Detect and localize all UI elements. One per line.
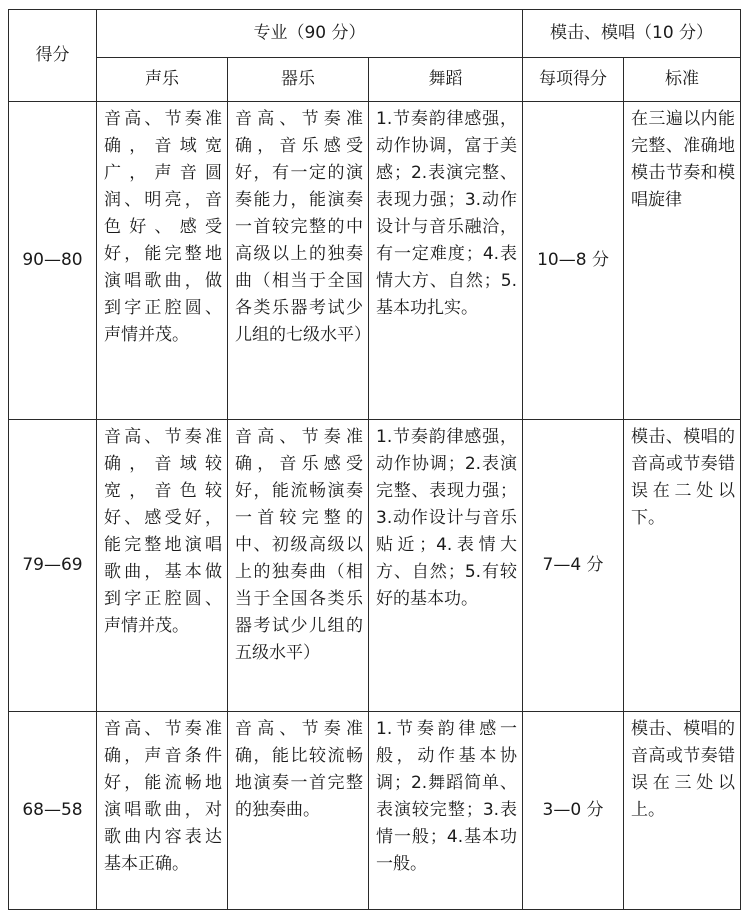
standard-text: 模击、模唱的音高或节奏错误在三处以上。 (624, 712, 741, 910)
standard-text: 在三遍以内能完整、准确地模击节奏和模唱旋律 (624, 102, 741, 420)
header-major-group: 专业（90 分） (97, 10, 523, 58)
header-imitate-group: 模击、模唱（10 分） (523, 10, 741, 58)
item-points: 10—8 分 (523, 102, 624, 420)
header-row-1 (9, 10, 741, 58)
header-standard: 标准 (624, 58, 741, 102)
instrumental-criteria: 音高、节奏准确，音乐感受好，有一定的演奏能力，能演奏一首较完整的中高级以上的独奏曲（相当于全国各类乐器考试少儿组的七级水平） (228, 102, 369, 420)
row-score-range: 79—69 (9, 420, 97, 712)
row-score-range: 90—80 (9, 102, 97, 420)
vocal-criteria: 音高、节奏准确，音域较宽，音色较好、感受好，能完整地演唱歌曲，基本做到字正腔圆、声情并茂。 (97, 420, 228, 712)
table-row (9, 420, 741, 712)
dance-criteria: 1.节奏韵律感强，动作协调；2.表演完整、表现力强；3.动作设计与音乐贴近；4.表情大方、自然；5.有较好的基本功。 (369, 420, 523, 712)
vocal-criteria: 音高、节奏准确，声音条件好，能流畅地演唱歌曲，对歌曲内容表达基本正确。 (97, 712, 228, 910)
dance-criteria: 1.节奏韵律感强，动作协调，富于美感；2.表演完整、表现力强；3.动作设计与音乐融洽，有一定难度；4.表情大方、自然；5.基本功扎实。 (369, 102, 523, 420)
item-points: 3—0 分 (523, 712, 624, 910)
instrumental-criteria: 音高、节奏准确，能比较流畅地演奏一首完整的独奏曲。 (228, 712, 369, 910)
instrumental-criteria: 音高、节奏准确，音乐感受好，能流畅演奏一首较完整的中、初级高级以上的独奏曲（相当于全国各类乐器考试少儿组的五级水平） (228, 420, 369, 712)
header-score: 得分 (9, 10, 97, 102)
header-row-2 (9, 58, 741, 102)
header-dance: 舞蹈 (369, 58, 523, 102)
header-instrumental: 器乐 (228, 58, 369, 102)
row-score-range: 68—58 (9, 712, 97, 910)
table-row (9, 712, 741, 910)
score-table-wrapper (8, 9, 741, 910)
item-points: 7—4 分 (523, 420, 624, 712)
scoring-criteria-table (8, 9, 741, 910)
standard-text: 模击、模唱的音高或节奏错误在二处以下。 (624, 420, 741, 712)
dance-criteria: 1.节奏韵律感一般，动作基本协调；2.舞蹈简单、表演较完整；3.表情一般；4.基本功一般。 (369, 712, 523, 910)
header-vocal: 声乐 (97, 58, 228, 102)
vocal-criteria: 音高、节奏准确，音域宽广，声音圆润、明亮，音色好、感受好，能完整地演唱歌曲，做到字正腔圆、声情并茂。 (97, 102, 228, 420)
header-each-item-score: 每项得分 (523, 58, 624, 102)
table-row (9, 102, 741, 420)
